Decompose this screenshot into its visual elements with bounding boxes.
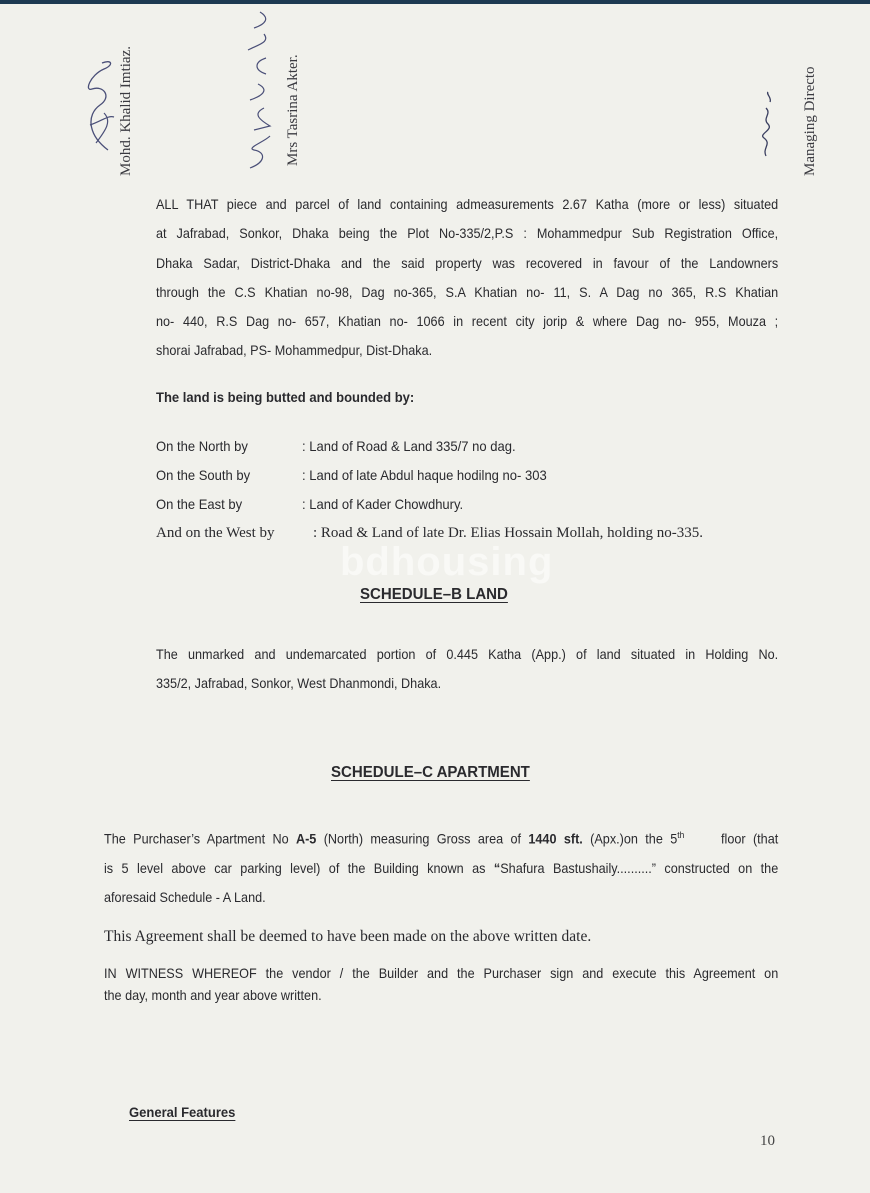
text-line: at Jafrabad, Sonkor, Dhaka being the Plot No-335/2,P.S : Mohammedpur Sub Registration Office, [156, 226, 779, 242]
boundary-label: On the North by [156, 438, 248, 454]
superscript: th [677, 830, 685, 840]
boundary-value: : Land of Road & Land 335/7 no dag. [302, 438, 516, 454]
schedule-c-description [104, 821, 778, 912]
signature-tasrina-akter [240, 4, 284, 172]
page-top-edge [0, 0, 870, 4]
text-run: The Purchaser’s Apartment No [104, 831, 296, 847]
text-run: is 5 level above car parking level) of the Building known as [104, 860, 494, 876]
gross-area: 1440 sft. [528, 831, 583, 847]
signatory-title-3: Managing Directo [802, 66, 818, 176]
boundary-value: : Land of late Abdul haque hodilng no- 303 [302, 467, 547, 483]
text-line [104, 821, 778, 854]
general-features-heading: General Features [129, 1104, 236, 1120]
signatory-name-2: Mrs Tasrina Akter. [285, 54, 301, 166]
text-run: Shafura Bastushaily..........” constructed on the [500, 860, 779, 876]
text-line: ALL THAT piece and parcel of land containing admeasurements 2.67 Katha (more or less) situated [156, 197, 779, 212]
schedule-b-description [156, 640, 778, 699]
text-line: aforesaid Schedule - A Land. [104, 890, 266, 906]
text-line: the day, month and year above written. [104, 988, 322, 1003]
boundary-value: : Road & Land of late Dr. Elias Hossain Mollah, holding no-335. [313, 525, 703, 541]
witness-clause [104, 963, 778, 1007]
text-line [104, 854, 778, 883]
boundary-label: And on the West by [156, 525, 275, 541]
boundary-label: On the East by [156, 496, 243, 512]
text-line: Dhaka Sadar, District-Dhaka and the said property was recovered in favour of the Landowners [156, 255, 779, 271]
signature-managing-director [752, 90, 782, 160]
watermark: bdhousing [340, 540, 554, 584]
page-number: 10 [760, 1133, 775, 1149]
text-line: The unmarked and undemarcated portion of 0.445 Katha (App.) of land situated in Holding No. [156, 647, 779, 662]
open-quote: “ [493, 860, 501, 876]
text-run: (Apx.)on the 5 [582, 831, 678, 847]
signatory-name-1: Mohd. Khalid Imtiaz. [118, 46, 134, 176]
text-run: floor (that [684, 831, 779, 847]
agreement-note: This Agreement shall be deemed to have been made on the above written date. [104, 928, 592, 945]
text-line: through the C.S Khatian no-98, Dag no-365, S.A Khatian no- 11, S. A Dag no 365, R.S Khatian [156, 284, 779, 300]
boundary-label: On the South by [156, 467, 251, 483]
text-line: 335/2, Jafrabad, Sonkor, West Dhanmondi, Dhaka. [156, 676, 442, 692]
boundary-value: : Land of Kader Chowdhury. [302, 496, 464, 512]
text-run: (North) measuring Gross area of [316, 831, 529, 847]
text-line: shorai Jafrabad, PS- Mohammedpur, Dist-Dhaka. [156, 343, 433, 359]
text-line: no- 440, R.S Dag no- 657, Khatian no- 1066 in recent city jorip & where Dag no- 955, Mouza ; [156, 314, 779, 330]
schedule-a-description [156, 190, 778, 366]
schedule-b-heading: SCHEDULE–B LAND [360, 586, 508, 603]
apartment-number: A-5 [295, 831, 317, 847]
boundary-heading: The land is being butted and bounded by: [156, 389, 415, 405]
schedule-c-heading: SCHEDULE–C APARTMENT [331, 764, 530, 781]
text-line: IN WITNESS WHEREOF the vendor / the Builder and the Purchaser sign and execute this Agreement on [104, 966, 779, 981]
